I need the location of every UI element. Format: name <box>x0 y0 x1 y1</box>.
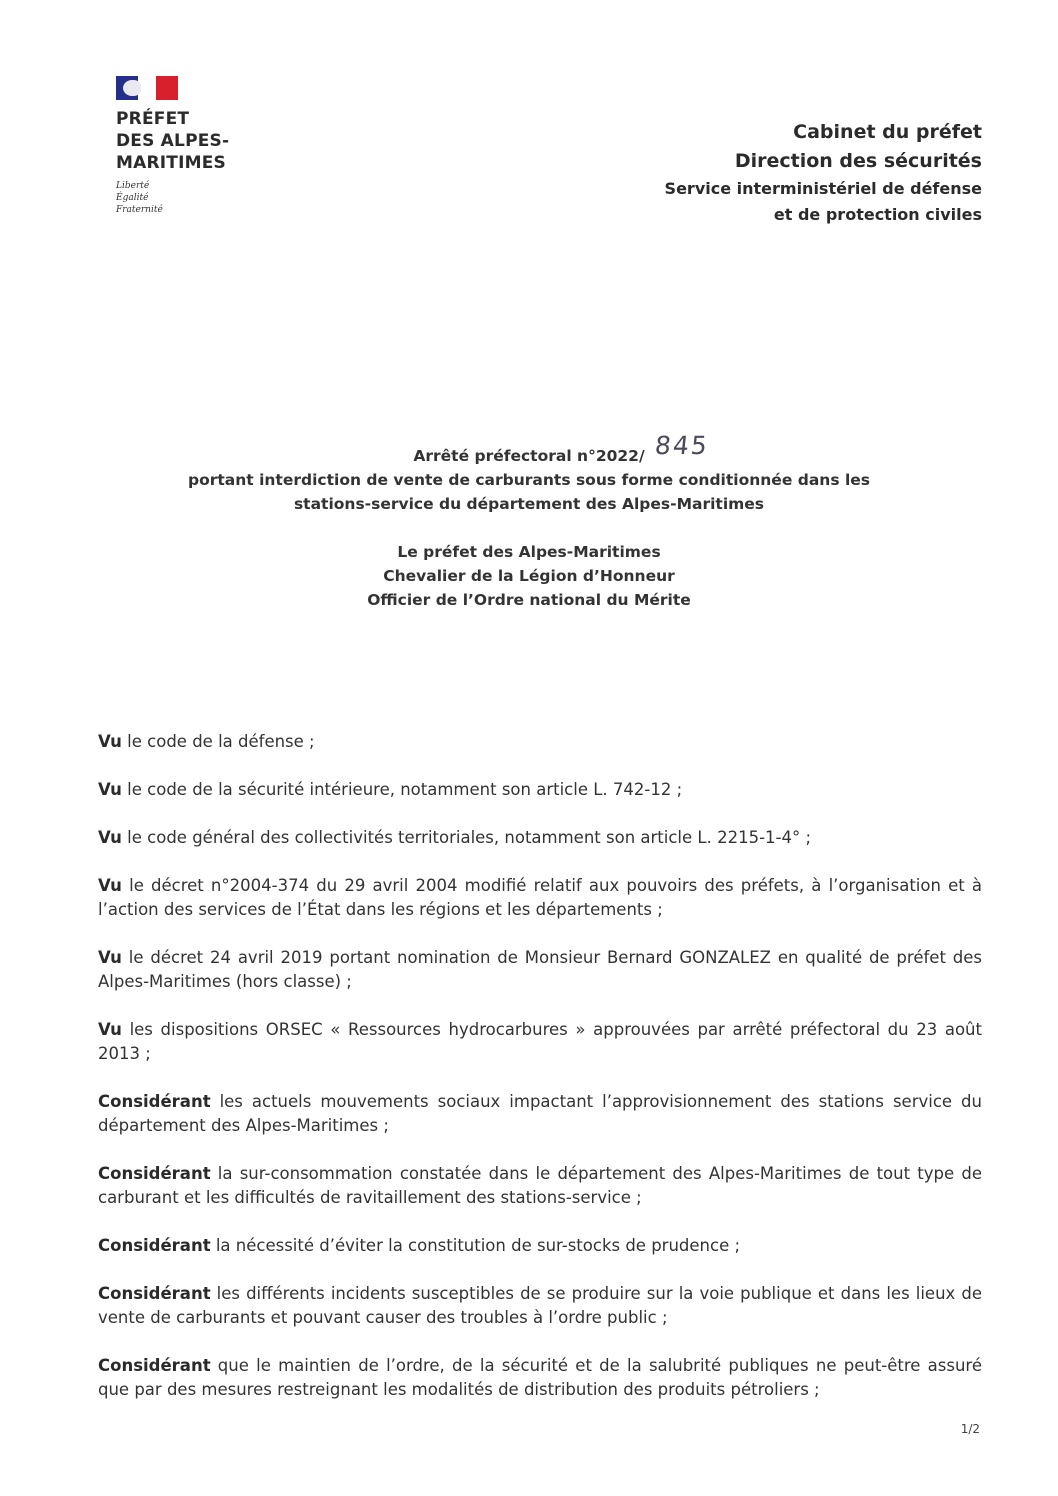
prefect-honour: Chevalier de la Légion d’Honneur <box>383 567 675 585</box>
republic-motto <box>116 180 229 216</box>
logo-title <box>116 108 229 174</box>
motto-line: Égalité <box>116 193 149 203</box>
logo-title-line: MARITIMES <box>116 153 226 173</box>
arrete-number <box>413 431 710 468</box>
document-body <box>98 730 982 1426</box>
vu-paragraph: Vu les dispositions ORSEC « Ressources hydrocarbures » approuvées par arrêté préfectoral du 23 août 2013 ; <box>98 1020 982 1063</box>
considerant-paragraph: Considérant que le maintien de l’ordre, de la sécurité et de la salubrité publiques ne peut-être assuré que par des mesures restreignant les modalités de distribution des produits pétroliers ; <box>98 1356 982 1399</box>
prefecture-logo <box>116 76 229 216</box>
motto-line: Liberté <box>116 181 150 191</box>
arrete-number-label: Arrêté préfectoral n°2022/ <box>413 447 645 465</box>
considerant-paragraph: Considérant les actuels mouvements sociaux impactant l’approvisionnement des stations service du département des Alpes-Maritimes ; <box>98 1092 982 1135</box>
logo-title-line: PRÉFET <box>116 109 190 129</box>
prefect-titles <box>0 540 1058 612</box>
vu-paragraph: Vu le décret n°2004-374 du 29 avril 2004 modifié relatif aux pouvoirs des préfets, à l’organisation et à l’action des services de l’État dans les régions et les départements ; <box>98 876 982 919</box>
logo-title-line: DES ALPES- <box>116 131 230 151</box>
arrete-subject-line: stations-service du département des Alpes-Maritimes <box>293 495 765 513</box>
header-service-cont: et de protection civiles <box>773 205 982 224</box>
header-service: Service interministériel de défense <box>664 179 982 198</box>
arrete-title <box>0 431 1058 516</box>
arrete-subject-line: portant interdiction de vente de carburants sous forme conditionnée dans les <box>187 471 870 489</box>
considerant-paragraph: Considérant les différents incidents susceptibles de se produire sur la voie publique et dans les lieux de vente de carburants et pouvant causer des troubles à l’ordre public ; <box>98 1284 982 1327</box>
considerant-paragraph: Considérant la sur-consommation constatée dans le département des Alpes-Maritimes de tout type de carburant et les difficultés de ravitaillement des stations-service ; <box>98 1164 982 1207</box>
prefect-merit: Officier de l’Ordre national du Mérite <box>367 591 691 609</box>
vu-paragraph: Vu le code de la défense ; <box>98 732 315 751</box>
vu-paragraph: Vu le code général des collectivités territoriales, notamment son article L. 2215-1-4° ; <box>98 828 812 847</box>
prefect-name: Le préfet des Alpes-Maritimes <box>397 543 661 561</box>
department-header <box>665 118 982 228</box>
page-number: 1/2 <box>960 1422 980 1436</box>
motto-line: Fraternité <box>116 205 163 215</box>
vu-paragraph: Vu le code de la sécurité intérieure, notamment son article L. 742-12 ; <box>98 780 683 799</box>
vu-paragraph: Vu le décret 24 avril 2019 portant nomination de Monsieur Bernard GONZALEZ en qualité de préfet des Alpes-Maritimes (hors classe) ; <box>98 948 982 991</box>
header-direction: Direction des sécurités <box>734 150 982 172</box>
handwritten-number: 845 <box>653 431 710 460</box>
marianne-flag-icon <box>116 76 178 100</box>
considerant-paragraph: Considérant la nécessité d’éviter la constitution de sur-stocks de prudence ; <box>98 1236 741 1255</box>
header-cabinet: Cabinet du préfet <box>793 121 982 143</box>
